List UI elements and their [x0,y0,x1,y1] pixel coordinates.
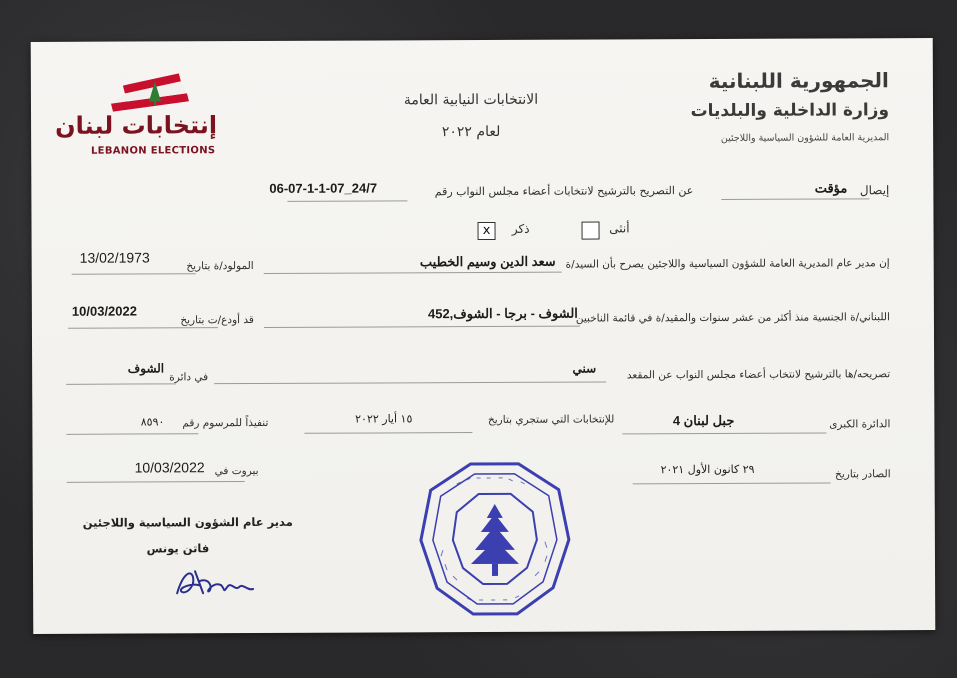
seat-underline [214,381,606,384]
registry-underline [264,326,580,328]
election-title: الانتخابات النيابية العامة [403,91,539,109]
birth-date: 13/02/1973 [79,249,150,266]
male-checkbox[interactable]: x [478,222,496,240]
voter-registry: الشوف - برجا - الشوف,452 [427,305,578,322]
official-stamp [417,460,574,621]
district-label: في دائرة [169,371,209,384]
decree-number: ٨٥٩٠ [140,415,165,429]
decree-label: تنفيذاً للمرسوم رقم [182,416,269,430]
beirut-date: 10/03/2022 [134,459,205,476]
directorate-heading: المديرية العامة للشؤون السياسية واللاجئين [720,132,890,144]
lebanon-elections-logo [55,67,229,158]
elections-date-underline [304,432,472,434]
deposit-date: 10/03/2022 [71,303,137,319]
decree-underline [66,433,198,435]
cedar-tree-icon [471,504,519,576]
election-year: لعام ٢٠٢٢ [441,123,501,141]
declaration-label: إن مدير عام المديرية العامة للشؤون السياسية واللاجئين يصرح بأن السيد/ة [565,257,890,271]
ministry-heading: وزارة الداخلية والبلديات [690,100,890,122]
republic-heading: الجمهورية اللبنانية [708,68,889,94]
major-district-label: الدائرة الكبرى [829,418,891,431]
elections-date-label: للإنتخابات التي ستجري بتاريخ [487,413,615,426]
receipt-document [31,38,936,634]
receipt-label: إيصال [859,183,890,198]
major-district: جبل لبنان 4 [672,412,735,429]
birth-date-label: المولود/ة بتاريخ [186,259,254,273]
nationality-label: اللبناني/ة الجنسية منذ أكثر من عشر سنوات والمقيد/ة في قائمة الناخبين [575,311,890,325]
district-value: الشوف [127,361,165,376]
receipt-about-label: عن التصريح بالترشيح لانتخابات أعضاء مجلس النواب رقم [434,184,694,199]
flag-ribbon-icon [89,67,229,116]
signatory-name: فاتن يونس [146,541,210,556]
male-label: ذكر [511,221,530,236]
handwritten-signature [169,563,265,603]
issued-date-label: الصادر بتاريخ [835,468,891,481]
receipt-number: 06-07-1-1-07_24/7 [269,180,378,196]
candidate-name: سعد الدين وسيم الخطيب [419,253,556,270]
deposit-date-label: قد أودع/ت بتاريخ [180,313,254,327]
district-underline [66,383,176,384]
major-district-underline [622,433,826,435]
beirut-date-underline [67,481,245,483]
candidate-name-underline [264,272,562,274]
birth-date-underline [72,273,196,275]
issued-date-underline [633,482,831,484]
logo-english-text: LEBANON ELECTIONS [90,145,216,157]
beirut-label: بيروت في [214,464,259,478]
deposit-date-underline [68,327,218,329]
candidacy-label: تصريحه/ها بالترشيح لانتخاب أعضاء مجلس النواب عن المقعد [626,368,891,382]
receipt-status: مؤقت [814,180,848,196]
signatory-title: مدير عام الشؤون السياسية واللاجئين [82,514,293,530]
seat-value: سني [572,361,597,376]
female-label: أنثى [609,221,630,236]
status-underline [721,198,869,200]
female-checkbox[interactable] [582,221,600,239]
logo-arabic-text: إنتخابات لبنان [55,111,218,140]
issued-date: ٢٩ كانون الأول ٢٠٢١ [660,462,755,477]
receipt-number-underline [287,200,407,202]
elections-date: ١٥ أيار ٢٠٢٢ [355,412,413,426]
